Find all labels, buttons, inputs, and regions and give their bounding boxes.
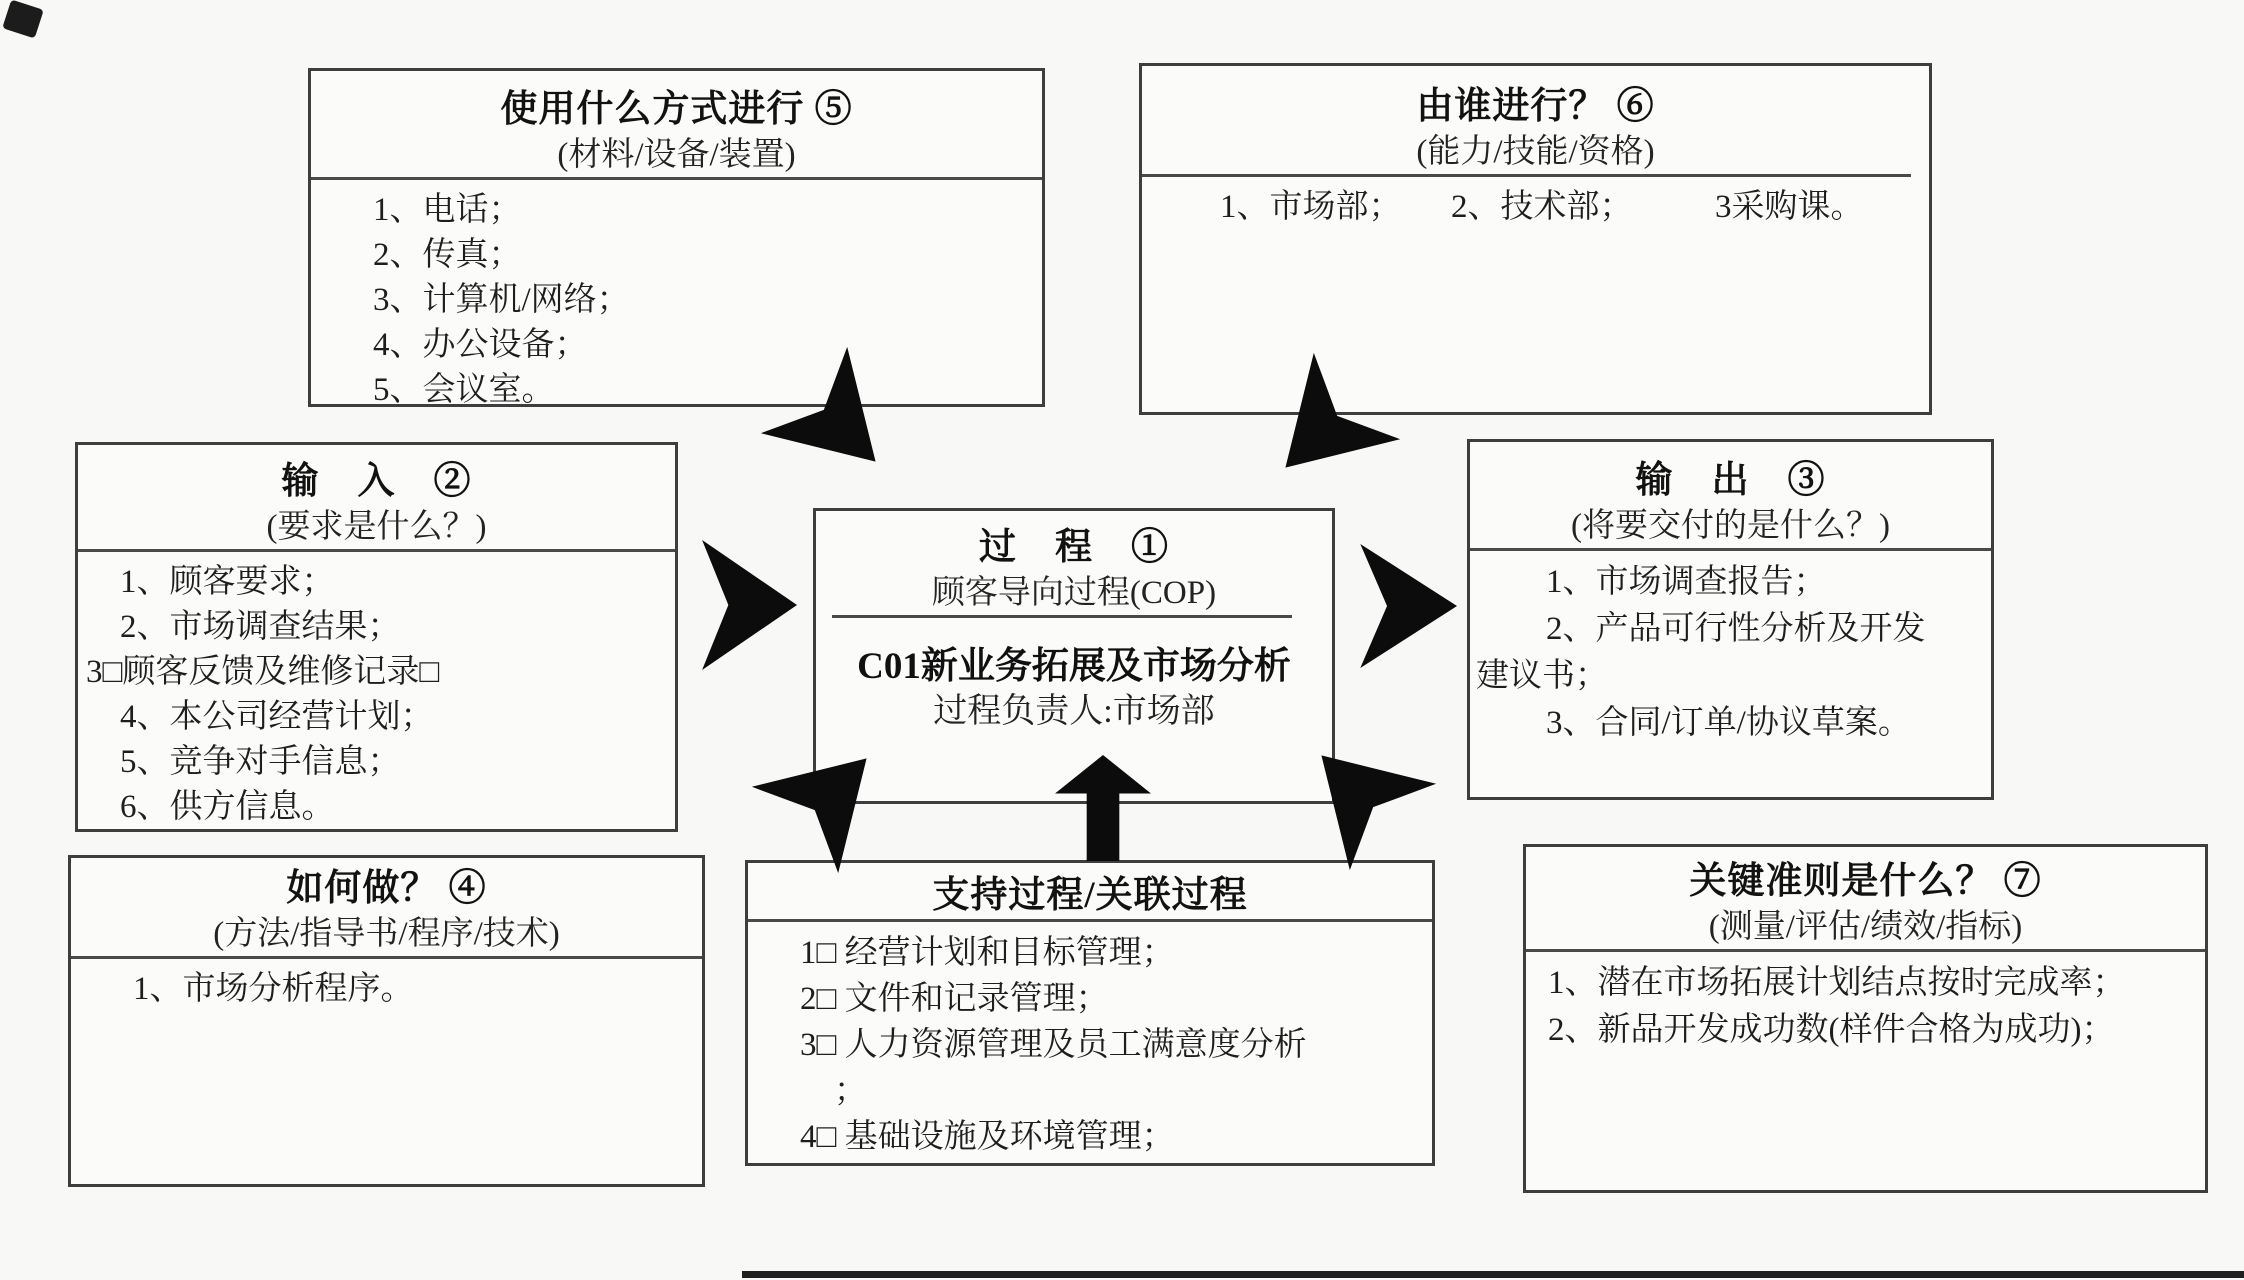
list-item: 2□ 文件和记录管理； (800, 981, 1109, 1017)
how-box (68, 855, 705, 1187)
list-item: 3、合同/订单/协议草案。 (1546, 705, 1911, 741)
list-item: 建议书； (1476, 658, 1608, 694)
who-box-title: 由谁进行？ ⑥ (1416, 86, 1655, 127)
who-box-items (1142, 185, 1929, 230)
list-item: 2、传真； (373, 237, 522, 273)
input-box-items (78, 560, 675, 830)
divider (71, 956, 702, 959)
input-box-title: 输 入 ② (281, 461, 472, 502)
list-item: 3、计算机/网络； (373, 282, 630, 318)
divider (832, 615, 1292, 618)
process-box-title: 过 程 ① (979, 527, 1169, 568)
arrow-input-to-process-icon (692, 538, 797, 672)
who-box (1139, 63, 1932, 415)
method-box-items (311, 188, 1042, 413)
input-box (75, 442, 678, 832)
how-box-subtitle: (方法/指导书/程序/技术) (213, 916, 560, 952)
criteria-box-items (1526, 960, 2205, 1054)
list-item: 1、市场部； 2、技术部； 3采购课。 (1220, 189, 1864, 225)
list-item: 1、市场调查报告； (1546, 564, 1827, 600)
support-box (745, 860, 1435, 1166)
criteria-box (1523, 844, 2208, 1193)
list-item: 3□顾客反馈及维修记录□ (86, 654, 440, 690)
list-item: 4、办公设备； (373, 327, 588, 363)
list-item: 5、会议室。 (373, 372, 555, 408)
scan-artifact-corner (2, 0, 44, 39)
output-box (1467, 439, 1994, 800)
list-item: 3□ 人力资源管理及员工满意度分析 (800, 1027, 1307, 1063)
list-item: 4、本公司经营计划； (120, 699, 434, 735)
output-box-subtitle: (将要交付的是什么？) (1571, 508, 1890, 544)
divider (1142, 174, 1911, 177)
list-item: 1、市场分析程序。 (133, 971, 414, 1007)
divider (311, 177, 1042, 180)
criteria-box-subtitle: (测量/评估/绩效/指标) (1708, 909, 2023, 945)
divider (1470, 548, 1991, 551)
method-box-subtitle: (材料/设备/装置) (557, 137, 796, 173)
list-item: 1、电话； (373, 192, 522, 228)
output-box-title: 输 出 ③ (1635, 460, 1826, 501)
list-item: 4□ 基础设施及环境管理； (800, 1119, 1175, 1155)
list-item: 1、顾客要求； (120, 564, 335, 600)
how-box-items (71, 967, 702, 1012)
support-box-title: 支持过程/关联过程 (932, 875, 1248, 916)
divider (1526, 949, 2205, 952)
list-item: 1□ 经营计划和目标管理； (800, 935, 1175, 971)
support-box-items (748, 930, 1432, 1160)
process-name: C01新业务拓展及市场分析 (857, 646, 1291, 687)
method-box-title: 使用什么方式进行 ⑤ (500, 89, 853, 130)
list-item: 5、竞争对手信息； (120, 744, 401, 780)
arrow-support-to-process-icon (1055, 755, 1151, 861)
list-item: 2、新品开发成功数(样件合格为成功)； (1548, 1012, 2115, 1048)
divider (78, 549, 675, 552)
list-item: ； (834, 1073, 867, 1109)
list-item: 2、产品可行性分析及开发 (1546, 611, 1926, 647)
criteria-box-title: 关键准则是什么？ ⑦ (1689, 861, 2042, 902)
list-item: 6、供方信息。 (120, 789, 335, 825)
output-box-items (1470, 559, 1991, 747)
how-box-title: 如何做？ ④ (286, 868, 487, 909)
process-owner: 过程负责人:市场部 (933, 693, 1215, 730)
process-box-subtitle: 顾客导向过程(COP) (931, 575, 1217, 611)
divider (748, 919, 1432, 922)
who-box-subtitle: (能力/技能/资格) (1416, 134, 1655, 170)
arrow-process-to-output-icon (1350, 542, 1457, 670)
method-box (308, 68, 1045, 407)
list-item: 1、潜在市场拓展计划结点按时完成率； (1548, 965, 2126, 1001)
scan-artifact-line (742, 1271, 2244, 1278)
input-box-subtitle: (要求是什么？) (266, 509, 487, 545)
list-item: 2、市场调查结果； (120, 609, 401, 645)
